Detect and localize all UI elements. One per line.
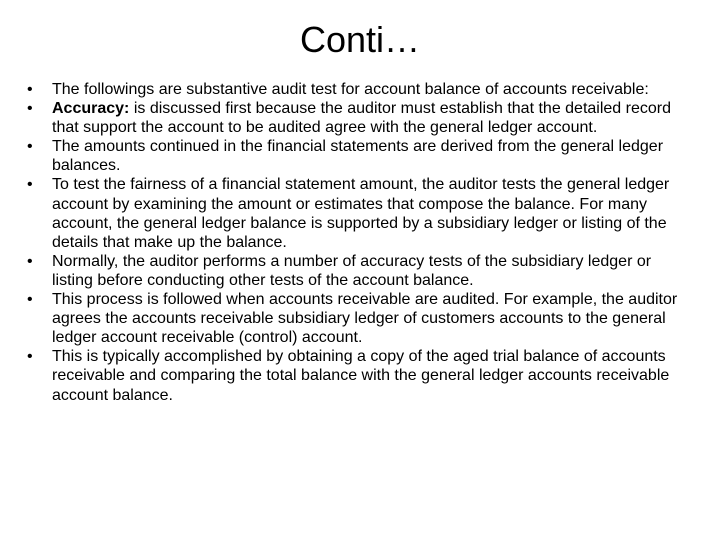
- bullet-text: This process is followed when accounts receivable are audited. For example, the auditor agrees the accounts receivable subsidiary ledger of customers accounts to the general ledger account receivable (control) account.: [52, 291, 678, 347]
- slide-title: Conti…: [299, 19, 421, 60]
- bullet-item: [27, 137, 691, 175]
- bullet-item: [27, 252, 691, 290]
- bullet-item: [27, 347, 691, 404]
- bullet-item: [27, 290, 691, 347]
- bullet-dot-icon: •: [27, 81, 33, 98]
- bullet-dot-icon: •: [27, 348, 33, 366]
- bullet-bold-term: Accuracy:: [52, 100, 130, 118]
- bullet-item: [27, 80, 691, 99]
- bullet-dot-icon: •: [27, 291, 33, 309]
- bullet-dot-icon: •: [27, 252, 33, 270]
- bullet-text: To test the fairness of a financial statement amount, the auditor tests the general ledger account by examining the amount or estimates that compose the balance. For many account, the general ledger balance is supported by a subsidiary ledger or listing of the details that make up the balance.: [52, 176, 670, 251]
- bullet-text: is discussed first because the auditor must establish that the detailed record that support the account to be audited agree with the general ledger account.: [52, 100, 671, 137]
- bullet-text: Normally, the auditor performs a number of accuracy tests of the subsidiary ledger or listing before conducting other tests of the account balance.: [52, 252, 652, 289]
- bullet-item: [27, 175, 691, 251]
- bullet-dot-icon: •: [27, 176, 33, 194]
- bullet-item: [27, 99, 691, 137]
- bullet-dot-icon: •: [27, 100, 33, 118]
- bullet-dot-icon: •: [27, 138, 33, 156]
- bullet-list: [27, 80, 691, 405]
- bullet-text: The followings are substantive audit test for account balance of accounts receivable:: [52, 81, 649, 98]
- bullet-text: The amounts continued in the financial statements are derived from the general ledger balances.: [52, 138, 664, 175]
- bullet-text: This is typically accomplished by obtaining a copy of the aged trial balance of accounts receivable and comparing the total balance with the general ledger accounts receivable account balance.: [52, 348, 670, 404]
